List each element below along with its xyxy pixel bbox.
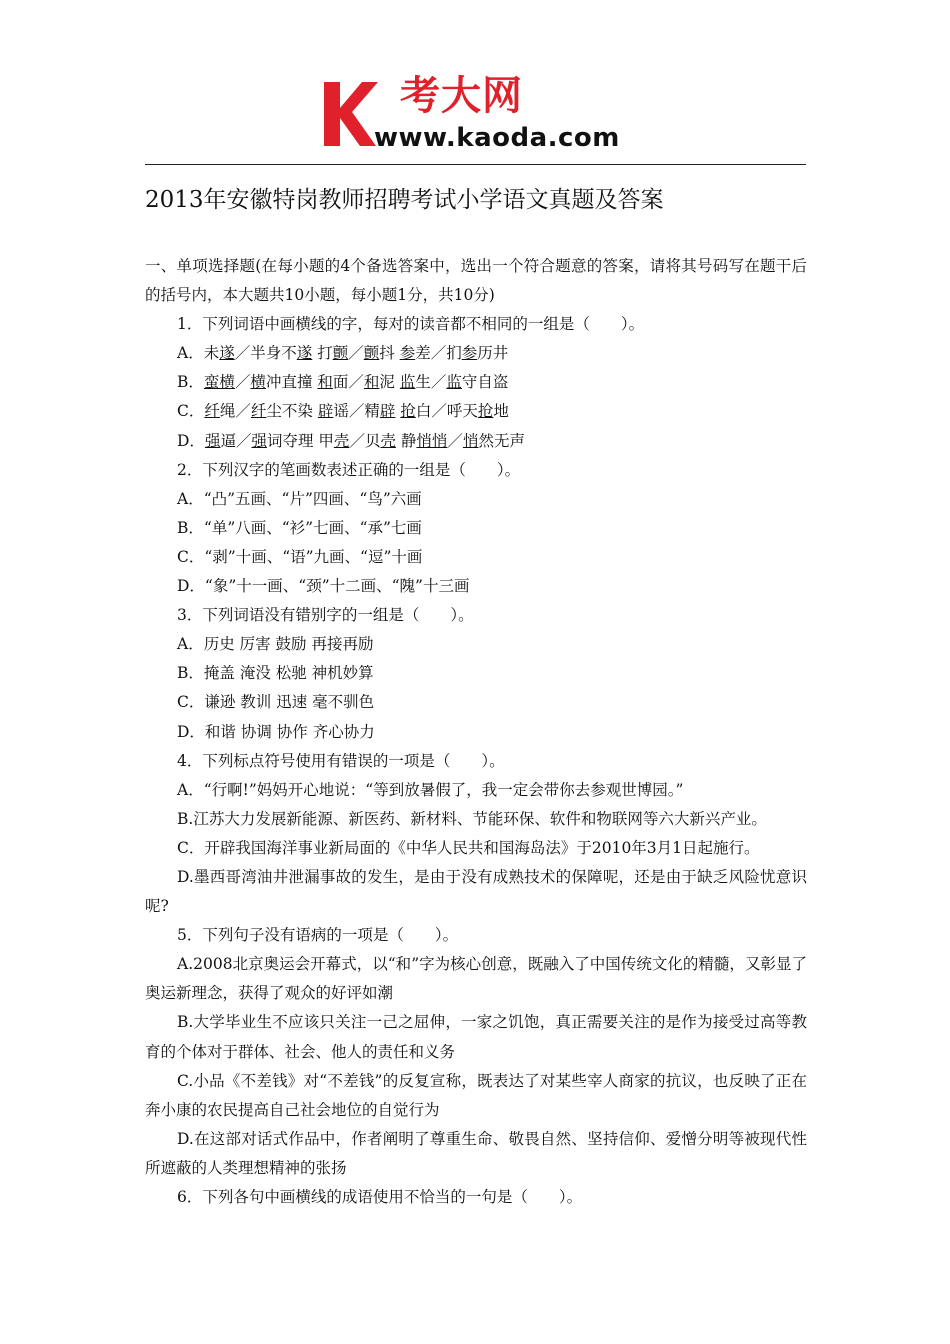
q1-option-c: C．纤绳／纤尘不染 辟谣／精辟 抢白／呼天抢地 <box>177 402 509 421</box>
q4-option-b: B.江苏大力发展新能源、新医药、新材料、节能环保、软件和物联网等六大新兴产业。 <box>177 809 767 828</box>
logo-chinese-text: 考大网 <box>400 73 523 119</box>
q3-option-a: A．历史 厉害 鼓励 再接再励 <box>177 635 374 654</box>
document-body <box>145 252 807 1212</box>
q1-stem: 1．下列词语中画横线的字，每对的读音都不相同的一组是（ ）。 <box>177 315 645 334</box>
kaoda-logo <box>318 73 648 160</box>
q2-option-c: C．“剥”十画、“语”九画、“逗”十画 <box>177 547 423 566</box>
q4-option-a: A．“行啊!”妈妈开心地说：“等到放暑假了，我一定会带你去参观世博园。” <box>177 780 684 799</box>
q2-option-b: B．“单”八画、“衫”七画、“承”七画 <box>177 518 422 537</box>
q1-option-a: A．未遂／半身不遂 打颤／颤抖 参差／扪参历井 <box>177 344 509 363</box>
q3-option-b: B．掩盖 淹没 松驰 神机妙算 <box>177 664 374 683</box>
q2-option-a: A．“凸”五画、“片”四画、“鸟”六画 <box>177 489 422 508</box>
logo-url-text: www.kaoda.com <box>374 123 620 153</box>
q2-stem: 2．下列汉字的笔画数表述正确的一组是（ ）。 <box>177 460 521 479</box>
q2-option-d: D．“象”十一画、“颈”十二画、“隗”十三画 <box>177 577 470 596</box>
q3-option-d: D．和谐 协调 协作 齐心协力 <box>177 722 375 741</box>
q5-option-b: B.大学毕业生不应该只关注一己之屈伸，一家之饥饱，真正需要关注的是作为接受过高等教育的个体对于群体、社会、他人的责任和义务 <box>145 1013 807 1061</box>
q4-stem: 4．下列标点符号使用有错误的一项是（ ）。 <box>177 751 505 770</box>
document-title: 2013年安徽特岗教师招聘考试小学语文真题及答案 <box>145 187 664 213</box>
header-divider <box>145 164 806 165</box>
q5-option-d: D.在这部对话式作品中，作者阐明了尊重生命、敬畏自然、坚持信仰、爱憎分明等被现代性所遮蔽的人类理想精神的张扬 <box>145 1129 807 1177</box>
q5-stem: 5．下列句子没有语病的一项是（ ）。 <box>177 926 459 945</box>
q1-option-b: B．蛮横／横冲直撞 和面／和泥 监生／监守自盗 <box>177 373 509 392</box>
q4-option-c: C．开辟我国海洋事业新局面的《中华人民共和国海岛法》于2010年3月1日起施行。 <box>177 838 760 857</box>
q4-option-d: D.墨西哥湾油井泄漏事故的发生，是由于没有成熟技术的保障呢，还是由于缺乏风险忧意识呢? <box>145 867 807 916</box>
section-header: 一、单项选择题(在每小题的4个备选答案中，选出一个符合题意的答案，请将其号码写在题干后的括号内，本大题共10小题，每小题1分，共10分) <box>145 257 807 305</box>
q3-option-c: C．谦逊 教训 迅速 毫不驯色 <box>177 693 375 712</box>
q6-stem: 6．下列各句中画横线的成语使用不恰当的一句是（ ）。 <box>177 1188 583 1206</box>
q5-option-a: A.2008北京奥运会开幕式，以“和”字为核心创意，既融入了中国传统文化的精髓，又彰显了奥运新理念，获得了观众的好评如潮 <box>145 955 807 1003</box>
q5-option-c: C.小品《不差钱》对“不差钱”的反复宣称，既表达了对某些宰人商家的抗议，也反映了正在奔小康的农民提高自己社会地位的自觉行为 <box>145 1071 807 1119</box>
q1-option-d: D．强逼／强词夺理 甲壳／贝壳 静悄悄／悄然无声 <box>177 431 525 450</box>
k-logo-icon <box>318 78 380 150</box>
q3-stem: 3．下列词语没有错别字的一组是（ ）。 <box>177 606 474 625</box>
